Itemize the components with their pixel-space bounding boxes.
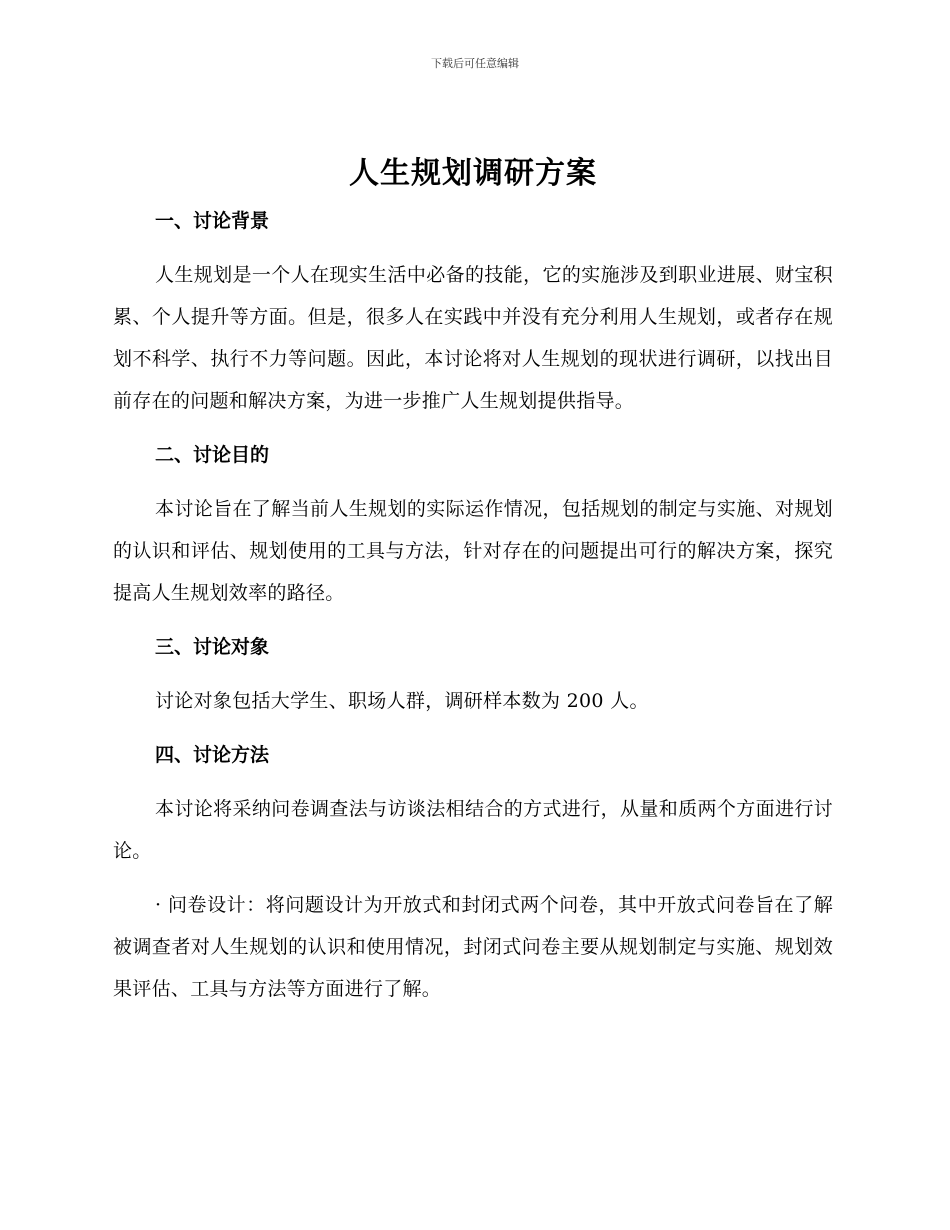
section-heading-background: 一、讨论背景	[155, 210, 270, 232]
page-header-note: 下载后可任意编辑	[431, 57, 519, 70]
document-title: 人生规划调研方案	[349, 156, 597, 191]
paragraph-background: 人生规划是一个人在现实生活中必备的技能，它的实施涉及到职业进展、财宝积累、个人提升等方面。但是，很多人在实践中并没有充分利用人生规划，或者存在规划不科学、执行不力等问题。因此，本讨论将对人生规划的现状进行调研，以找出目前存在的问题和解决方案，为进一步推广人生规划提供指导。	[113, 264, 833, 412]
paragraph-methods: 本讨论将采纳问卷调查法与访谈法相结合的方式进行，从量和质两个方面进行讨论。	[113, 798, 833, 862]
section-heading-purpose: 二、讨论目的	[155, 444, 270, 466]
paragraph-subjects: 讨论对象包括大学生、职场人群，调研样本数为 200 人。	[155, 690, 649, 712]
document-body	[113, 148, 833, 1010]
section-heading-subjects: 三、讨论对象	[155, 636, 270, 658]
section-heading-methods: 四、讨论方法	[155, 744, 270, 766]
paragraph-questionnaire-design: · 问卷设计：将问题设计为开放式和封闭式两个问卷，其中开放式问卷旨在了解被调查者对人生规划的认识和使用情况，封闭式问卷主要从规划制定与实施、规划效果评估、工具与方法等方面进行了解。	[113, 894, 833, 1000]
paragraph-purpose: 本讨论旨在了解当前人生规划的实际运作情况，包括规划的制定与实施、对规划的认识和评估、规划使用的工具与方法，针对存在的问题提出可行的解决方案，探究提高人生规划效率的路径。	[113, 498, 833, 604]
